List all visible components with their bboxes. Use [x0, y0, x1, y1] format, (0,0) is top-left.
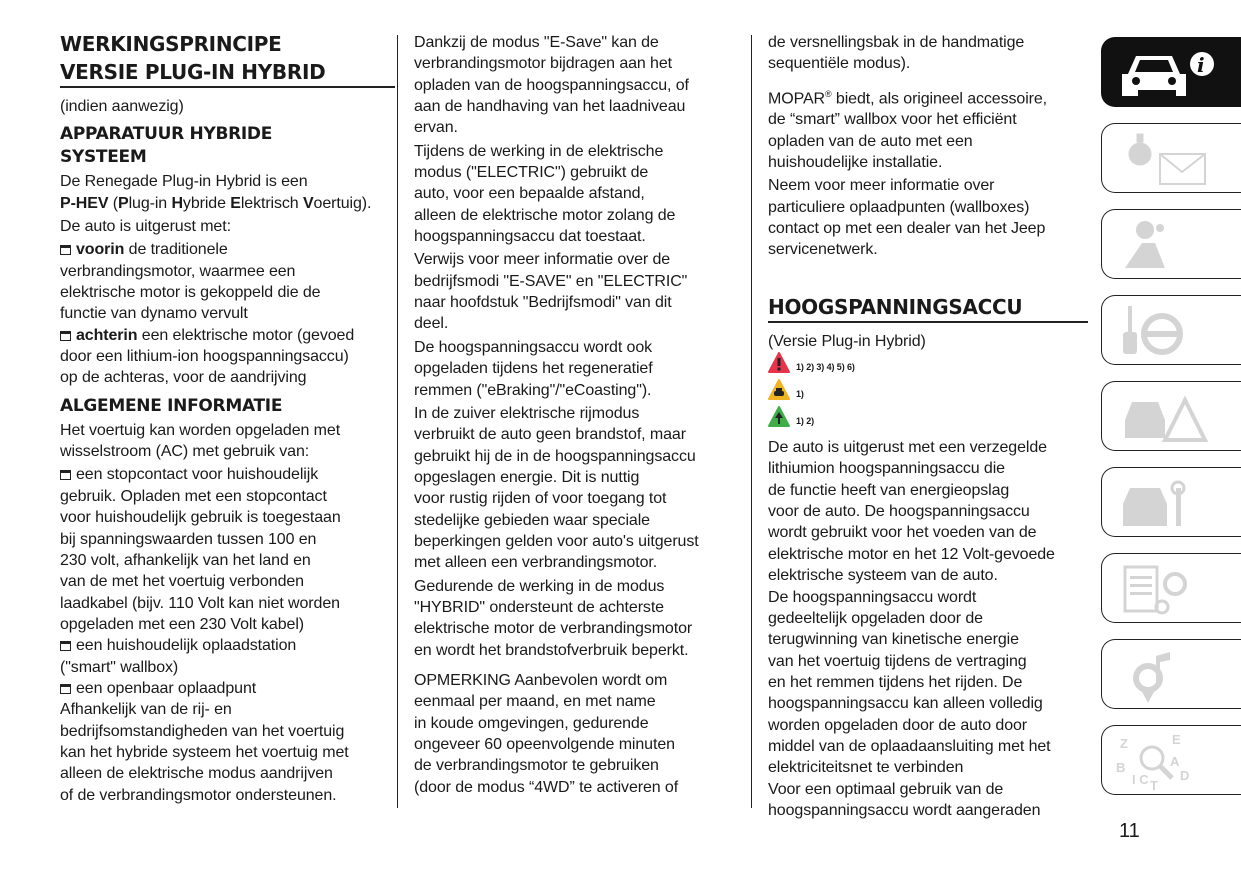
chapter-tab-car-warning-triangle[interactable]: [1101, 381, 1241, 451]
environment-triangle-icon: [768, 406, 796, 436]
text: contact op met een dealer van het Jeep: [768, 220, 1046, 238]
warning-references[interactable]: 1): [796, 388, 804, 399]
text-line: [414, 640, 749, 661]
text: sequentiële modus).: [768, 55, 911, 73]
column-3: [768, 30, 1088, 821]
text: bedrijfsomstandigheden van het voertuig: [60, 722, 345, 740]
text: voor rustig rijden of voor toegang tot: [414, 490, 667, 508]
text: verbrandingsmotor, waarmee een: [60, 262, 296, 280]
heading-line: WERKINGSPRINCIPE: [60, 32, 282, 56]
text-line: [60, 325, 395, 346]
svg-text:E: E: [1172, 732, 1181, 747]
chapter-tab-list-gears[interactable]: [1101, 553, 1241, 623]
warning-references[interactable]: 1) 2): [796, 415, 815, 426]
text-line: [414, 75, 749, 96]
text-line: [768, 175, 1088, 196]
text: laadkabel (bijv. 110 Volt kan niet worden: [60, 594, 340, 612]
text-line: [414, 358, 749, 379]
text-line: [768, 84, 1088, 110]
text: een openbaar oplaadpunt: [76, 679, 257, 697]
text: oertuig).: [313, 194, 372, 212]
text-line: [414, 96, 749, 117]
text-line: [414, 670, 749, 691]
text-line: [60, 216, 395, 237]
bold-text: voorin: [76, 241, 125, 259]
paragraph: [60, 464, 395, 806]
text: opladen van de auto met een: [768, 132, 973, 150]
text-line: [768, 522, 1088, 543]
text-line: [414, 734, 749, 755]
text: opladen van de hoogspanningsaccu, of: [414, 76, 689, 94]
paragraph: [768, 437, 1088, 821]
text-line: [768, 331, 1088, 352]
chapter-tab-car-info[interactable]: [1101, 37, 1241, 107]
text: en het remmen tijdens het rijden. De: [768, 673, 1023, 691]
text-line: [60, 763, 395, 784]
text-line: [414, 403, 749, 424]
text: opgeslagen energie. Dit is nuttig: [414, 468, 640, 486]
caution-triangle-icon: [768, 379, 796, 409]
text: stedelijke gebieden waar speciale: [414, 511, 650, 529]
text-line: [414, 777, 749, 798]
text: eenmaal per maand, en met name: [414, 693, 656, 711]
text-line: [414, 162, 749, 183]
text: de traditionele: [124, 241, 228, 259]
text-line: [414, 467, 749, 488]
text: OPMERKING Aanbevolen wordt om: [414, 671, 668, 689]
text: door een lithium-ion hoogspanningsaccu): [60, 348, 349, 366]
text-line: [60, 550, 395, 571]
text-line: [768, 109, 1088, 130]
bullet-icon: [60, 470, 71, 480]
text: voor huishoudelijk gebruik is toegestaan: [60, 509, 341, 527]
text-line: [60, 742, 395, 763]
text: De auto is uitgerust met:: [60, 218, 231, 236]
text: naar hoofdstuk "Bedrijfsmodi" van dit: [414, 294, 672, 312]
paragraph: [768, 84, 1088, 174]
text: de “smart” wallbox voor het efficiënt: [768, 111, 1017, 129]
text: elektrische systeem van de auto.: [768, 567, 998, 585]
text: wordt gebruikt voor het voeden van de: [768, 524, 1037, 542]
text: gebruik. Opladen met een stopcontact: [60, 487, 327, 505]
page-number: 11: [1119, 820, 1140, 842]
text-line: [60, 571, 395, 592]
column-divider: [397, 35, 398, 808]
text: alleen de elektrische motor zolang de: [414, 206, 676, 224]
text: huishoudelijke installatie.: [768, 154, 943, 172]
danger-triangle-icon: [768, 352, 796, 382]
text: verbruikt de auto geen brandstof, maar: [414, 426, 686, 444]
text-line: [768, 152, 1088, 173]
column-2: [414, 30, 749, 798]
text-line: [414, 380, 749, 401]
text: Verwijs voor meer informatie over de: [414, 251, 671, 269]
text-line: [414, 510, 749, 531]
text: Het voertuig kan worden opgeladen met: [60, 421, 341, 439]
text-line: [768, 32, 1088, 53]
text: De auto is uitgerust met een verzegelde: [768, 439, 1047, 457]
text-line: [414, 205, 749, 226]
text: een huishoudelijk oplaadstation: [76, 637, 297, 655]
text: Dankzij de modus "E-Save" kan de: [414, 34, 659, 51]
paragraph: [60, 96, 395, 117]
section-heading: [60, 30, 395, 88]
text-line: [60, 464, 395, 485]
text-line: [768, 672, 1088, 693]
text-line: [60, 367, 395, 388]
text: (Versie Plug-in Hybrid): [768, 332, 926, 350]
text-line: [60, 614, 395, 635]
text: In de zuiver elektrische rijmodus: [414, 404, 640, 422]
text: bedrijfsmodi "E-SAVE" en "ELECTRIC": [414, 272, 688, 290]
text-line: [768, 736, 1088, 757]
text: en wordt het brandstofverbruik beperkt.: [414, 641, 689, 659]
text-line: [768, 800, 1088, 821]
column-divider: [751, 35, 752, 808]
text: of de verbrandingsmotor ondersteunen.: [60, 786, 337, 804]
text-line: [414, 552, 749, 573]
text-line: [60, 171, 395, 192]
text-line: [60, 261, 395, 282]
svg-text:I C: I C: [1132, 772, 1149, 787]
text: worden opgeladen door de auto door: [768, 716, 1028, 734]
text: deel.: [414, 315, 449, 333]
text: de versnellingsbak in de handmatige: [768, 34, 1025, 51]
text-line: [768, 131, 1088, 152]
text: verbrandingsmotor bijdragen aan het: [414, 55, 673, 73]
text-line: [60, 486, 395, 507]
bold-text: P: [117, 194, 129, 212]
text: van het voertuig tijdens de vertraging: [768, 652, 1027, 670]
text: elektriciteitsnet te verbinden: [768, 759, 964, 777]
text-line: [768, 651, 1088, 672]
text: alleen de elektrische modus aandrijven: [60, 765, 333, 783]
text: ervan.: [414, 119, 458, 137]
text: 230 volt, afhankelijk van het land en: [60, 551, 311, 569]
text: auto, voor een bepaalde afstand,: [414, 185, 645, 203]
text: opgeladen tijdens het regeneratief: [414, 360, 653, 378]
paragraph: [60, 216, 395, 237]
text-line: [60, 420, 395, 441]
text: wisselstroom (AC) met gebruik van:: [60, 443, 310, 461]
section-heading: [768, 293, 1088, 323]
text-line: [768, 480, 1088, 501]
text-line: [414, 597, 749, 618]
text: met alleen een verbrandingsmotor.: [414, 554, 658, 572]
text: De Renegade Plug-in Hybrid is een: [60, 173, 308, 191]
text: ("smart" wallbox): [60, 658, 179, 676]
svg-text:T: T: [1150, 778, 1158, 793]
text-line: [60, 699, 395, 720]
text: elektrische motor en het 12 Volt-gevoede: [768, 545, 1055, 563]
paragraph: [414, 670, 749, 798]
text: hoogspanningsaccu dat toestaat.: [414, 228, 646, 246]
bold-text: V: [302, 194, 314, 212]
text: opgeladen met een 230 Volt kabel): [60, 615, 304, 633]
text-line: [60, 507, 395, 528]
text-line: [768, 757, 1088, 778]
chapter-tab-index-search[interactable]: [1101, 725, 1241, 795]
paragraph: [60, 239, 395, 388]
bold-text: E: [230, 194, 241, 212]
chapter-tab-key-steering-wheel[interactable]: [1101, 295, 1241, 365]
text-line: [60, 96, 395, 117]
text-line: [60, 239, 395, 260]
bullet-icon: [60, 331, 71, 341]
text: (door de modus “4WD” te activeren of: [414, 778, 679, 796]
text: beperkingen gelden voor auto's uitgerust: [414, 532, 699, 550]
text: elektrische motor is gekoppeld die de: [60, 284, 321, 302]
registered-mark: ®: [825, 88, 832, 99]
text-line: [768, 608, 1088, 629]
text: Neem voor meer informatie over: [768, 177, 995, 195]
bold-text: achterin: [76, 326, 138, 344]
warning-row-environment: [768, 408, 1088, 435]
heading-line: SYSTEEM: [60, 147, 147, 168]
text: hoogspanningsaccu wordt aangeraden: [768, 801, 1041, 819]
text: voor de auto. De hoogspanningsaccu: [768, 503, 1030, 521]
text-line: [414, 713, 749, 734]
text-line: [60, 303, 395, 324]
text-line: [768, 544, 1088, 565]
text: Afhankelijk van de rij- en: [60, 701, 232, 719]
text-line: [414, 691, 749, 712]
text-line: [60, 635, 395, 656]
paragraph: [414, 32, 749, 139]
text-line: [768, 715, 1088, 736]
text: kan het hybride systeem het voertuig met: [60, 743, 349, 761]
svg-text:i: i: [1197, 53, 1205, 77]
text-line: [768, 437, 1088, 458]
text-line: [60, 441, 395, 462]
bullet-icon: [60, 641, 71, 651]
paragraph: [60, 171, 395, 214]
paragraph: [414, 403, 749, 574]
text: particuliere oplaadpunten (wallboxes): [768, 198, 1030, 216]
text: gebruikt hij de in de hoogspanningsaccu: [414, 447, 696, 465]
bullet-icon: [60, 245, 71, 255]
text: een elektrische motor (gevoed: [137, 326, 355, 344]
text-line: [768, 197, 1088, 218]
text: Gedurende de werking in de modus: [414, 577, 665, 595]
paragraph: [768, 331, 1088, 352]
text-line: [414, 755, 749, 776]
text: servicenetwerk.: [768, 241, 878, 259]
text-line: [414, 531, 749, 552]
text-line: [60, 593, 395, 614]
chapter-tab-airbag-seat[interactable]: [1101, 209, 1241, 279]
warning-symbols: [768, 354, 1088, 435]
bullet-icon: [60, 684, 71, 694]
paragraph: [768, 175, 1088, 260]
text: modus ("ELECTRIC") gebruikt de: [414, 164, 649, 182]
text-line: [60, 721, 395, 742]
text-line: [414, 424, 749, 445]
paragraph: [768, 32, 1088, 75]
text: van de met het voertuig verbonden: [60, 573, 304, 591]
text-line: [768, 501, 1088, 522]
text-line: [768, 218, 1088, 239]
text-line: [768, 458, 1088, 479]
text: middel van de oplaadaansluiting met het: [768, 737, 1051, 755]
text: (: [108, 194, 118, 212]
text: remmen ("eBraking"/"eCoasting").: [414, 381, 652, 399]
text-line: [768, 53, 1088, 74]
text-line: [768, 629, 1088, 650]
text-line: [414, 618, 749, 639]
text-line: [768, 239, 1088, 260]
chapter-tab-car-wrench[interactable]: [1101, 467, 1241, 537]
text-line: [414, 32, 749, 53]
section-heading: [60, 123, 395, 169]
text-line: [60, 785, 395, 806]
section-heading: [60, 395, 395, 418]
warning-row-caution: [768, 381, 1088, 408]
text: gedeeltelijk opgeladen door de: [768, 609, 983, 627]
text-line: [414, 183, 749, 204]
text-line: [414, 576, 749, 597]
chapter-tabs: [1101, 37, 1241, 811]
text-line: [414, 53, 749, 74]
svg-text:A: A: [1170, 754, 1180, 769]
text-line: [60, 282, 395, 303]
heading-line: VERSIE PLUG-IN HYBRID: [60, 60, 326, 84]
paragraph: [414, 576, 749, 661]
paragraph: [414, 337, 749, 401]
text-line: [414, 446, 749, 467]
heading-line: APPARATUUR HYBRIDE: [60, 124, 273, 145]
text: De hoogspanningsaccu wordt: [768, 588, 977, 606]
text: De hoogspanningsaccu wordt ook: [414, 338, 653, 356]
text-line: [414, 292, 749, 313]
text-line: [414, 117, 749, 138]
text: lug-in: [128, 194, 172, 212]
svg-text:B: B: [1116, 760, 1126, 775]
text: ongeveer 60 opeenvolgende minuten: [414, 736, 675, 753]
text: biedt, als origineel accessoire,: [831, 90, 1048, 108]
text: functie van dynamo vervult: [60, 305, 248, 323]
text: een stopcontact voor huishoudelijk: [76, 466, 319, 484]
text: de verbrandingsmotor te gebruiken: [414, 757, 659, 775]
text-line: [768, 587, 1088, 608]
text: hoogspanningsaccu kan alleen volledig: [768, 695, 1043, 713]
text-line: [414, 271, 749, 292]
text-line: [60, 193, 395, 214]
text: ybride: [182, 194, 231, 212]
text-line: [768, 565, 1088, 586]
text-line: [60, 678, 395, 699]
text-line: [60, 346, 395, 367]
paragraph: [60, 420, 395, 463]
text: op de achteras, voor de aandrijving: [60, 369, 307, 387]
text: in koude omgevingen, gedurende: [414, 714, 649, 732]
svg-text:D: D: [1180, 768, 1190, 783]
text-line: [60, 529, 395, 550]
text-line: [414, 337, 749, 358]
paragraph: [414, 249, 749, 334]
warning-row-danger: [768, 354, 1088, 381]
chapter-tab-lights-message[interactable]: [1101, 123, 1241, 193]
text: Voor een optimaal gebruik van de: [768, 780, 1004, 798]
text: lithiumion hoogspanningsaccu die: [768, 460, 1005, 478]
text-line: [414, 249, 749, 270]
text-line: [768, 693, 1088, 714]
text: aan de handhaving van het laadniveau: [414, 98, 686, 116]
heading-line: ALGEMENE INFORMATIE: [60, 395, 283, 416]
text-line: [414, 488, 749, 509]
text: de functie heeft van energieopslag: [768, 481, 1010, 499]
chapter-tab-multimedia-note[interactable]: [1101, 639, 1241, 709]
column-1: [60, 30, 395, 806]
text: elektrische motor de verbrandingsmotor: [414, 620, 693, 638]
text: terugwinning van kinetische energie: [768, 631, 1019, 649]
heading-line: HOOGSPANNINGSACCU: [768, 294, 1023, 319]
text: bij spanningswaarden tussen 100 en: [60, 530, 317, 548]
text-line: [414, 226, 749, 247]
text: (indien aanwezig): [60, 98, 184, 115]
text-line: [414, 141, 749, 162]
text-line: [60, 657, 395, 678]
text: MOPAR: [768, 90, 825, 108]
text: "HYBRID" ondersteunt de achterste: [414, 598, 664, 616]
paragraph: [414, 141, 749, 248]
svg-text:Z: Z: [1120, 736, 1128, 751]
bold-text: H: [171, 194, 183, 212]
text-line: [414, 313, 749, 334]
warning-references[interactable]: 1) 2) 3) 4) 5) 6): [796, 361, 855, 372]
text: Tijdens de werking in de elektrische: [414, 142, 664, 160]
bold-text: P-HEV: [60, 194, 109, 212]
text: lektrisch: [240, 194, 303, 212]
text-line: [768, 779, 1088, 800]
